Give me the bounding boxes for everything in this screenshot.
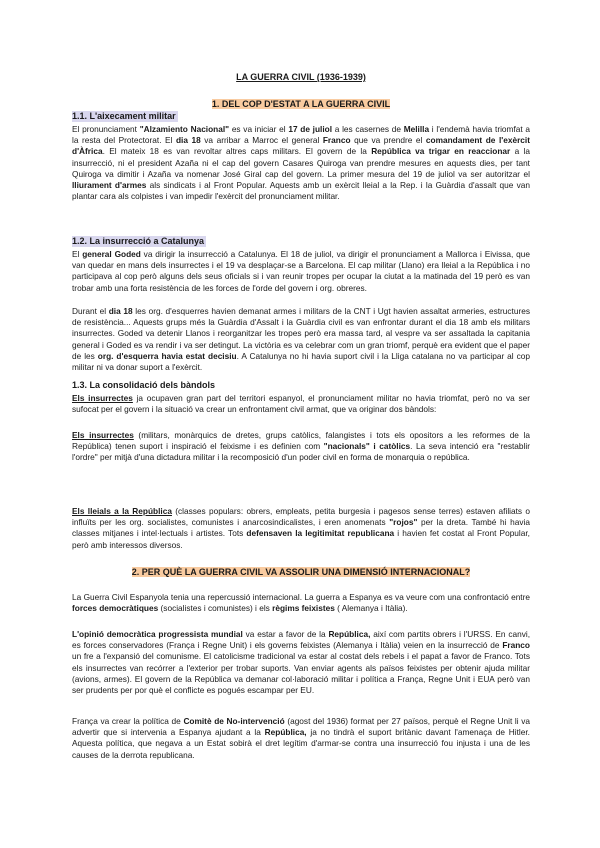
subsection-1-1-heading: 1.1. L'aixecament militar: [72, 111, 176, 121]
paragraph-catalunya-1: El general Goded va dirigir la insurrecció a Catalunya. El 18 de juliol, va dirigir el pronunciament a Mallorca i Eivissa, que van quedar en mans dels insurrectes i el 19 va desplaçar-se a Barcelona. El cap militar (Llano) era lleial a la República i no participava al cop però alguns dels seus oficials si i van reunir tropes per ocupar la ciutat a la matinada del 19 però es van trobar amb una forta resistència de les forces de l'orde del govern i org. obreres.: [72, 249, 530, 293]
document-title: LA GUERRA CIVIL (1936-1939): [236, 72, 366, 82]
paragraph-internacional-2: L'opinió democràtica progressista mundial va estar a favor de la República, així com partits obrers i l'URSS. En canvi, es forces conservadores (França i Regne Unit) i els governs feixistes (Alemanya i Itàlia) veien en la insurrecció de Franco un fre a l'expansió del comunisme. El catolicisme tradicional va estar al costat dels rebels i el papat a favor de Franco. Tots els insurrectes van recórrer a l'exterior per trobar suports. Van enviar agents als països feixistes per obtenir ajuda militar (avions, armes). El govern de la República va demanar col·laboració militar i política a França, Regne Unit i EUA però van ser prudents per por què el conflicte es pogués escampar per EU.: [72, 629, 530, 696]
subsection-1-3-heading: 1.3. La consolidació dels bàndols: [72, 380, 216, 390]
section-1-heading: 1. DEL COP D'ESTAT A LA GUERRA CIVIL: [211, 99, 391, 109]
paragraph-bandols-1: Els insurrectes ja ocupaven gran part del territori espanyol, el pronunciament militar no havia triomfat, però no va ser sufocat per el govern i la situació va crear un enfrontament civil armat, que va originar dos bàndols:: [72, 393, 530, 415]
paragraph-internacional-3: França va crear la política de Comitè de No-intervenció (agost del 1936) format per 27 països, perquè el Regne Unit li va advertir que si intervenia a Espanya ajudant a la República, ja no tindrà el suport britànic davant l'amenaça de Hitler. Aquesta política, que negava a un Estat sobirà el dret legítim d'armar-se contra una insurrecció fou injusta i una de les causes de la derrota republicana.: [72, 716, 531, 760]
paragraph-catalunya-2: Durant el dia 18 les org. d'esquerres havien demanat armes i militars de la CNT i Ugt havien assaltat armeries, estructures de resistència... Aquests grups més la Guàrdia d'Assalt i la Guàrdia civil es van enfrontar durant el dia 18 amb els militars insurrectes. Goded va detenir Llanos i reorganitzar les tropes però era massa tard, al vespre va ser assaltada la capitania general i Goded es va rendir i va ser detingut. La victòria es va celebrar com un gran triomf, perquè era evident que el paper de les org. d'esquerra havia estat decisiu. A Catalunya no hi havia suport civil i la Lliga catalana no va participar al cop militar ni va donar suport a l'exèrcit.: [72, 306, 530, 373]
paragraph-bandols-insurrectes: Els insurrectes (militars, monàrquics de dretes, grups catòlics, falangistes i tots els opositors a les reformes de la República) tenen suport i inspiració el feixisme i es definien com "nacionals" i catòlics. La seva intenció era "restablir l'ordre" per mitjà d'una dictadura militar i la recomposició d'un poder civil en forma de monarquia o república.: [72, 430, 530, 463]
section-2-heading: 2. PER QUÈ LA GUERRA CIVIL VA ASSOLIR UNA DIMENSIÓ INTERNACIONAL?: [131, 567, 471, 577]
paragraph-aixecament: El pronunciament "Alzamiento Nacional" es va iniciar el 17 de juliol a les casernes de Melilla i l'endemà havia triomfat a la resta del Protectorat. El dia 18 va arribar a Marroc el general Franco que va prendre el comandament de l'exèrcit d'Àfrica. El mateix 18 es van revoltar altres caps militars. El govern de la República va trigar en reaccionar a la insurrecció, ni el president Azaña ni el cap del govern Casares Quiroga van prendre mesures en aquests dies, per tant Quiroga va dimitir i Azaña va nomenar José Giral cap del govern. La primer mesura del 19 de juliol va ser autoritzar el lliurament d'armes als sindicats i al Front Popular. Aquests amb un exèrcit lleial a la Rep. i la Guàrdia d'assalt que van plantar cara als colpistes i van impedir l'exèrcit del pronunciament militar.: [72, 124, 531, 202]
paragraph-bandols-lleials: Els lleials a la República (classes populars: obrers, empleats, petita burgesia i pagesos sense terres) estaven afiliats o influïts per les org. socialistes, comunistes i anarcosindicalistes, i eren anomenats "rojos" per la dreta. També hi havia classes mitjanes i intel·lectuals i artistes. Tots defensaven la legitimitat republicana i havien fet costat al Front Popular, però amb interessos diversos.: [72, 506, 530, 550]
subsection-1-2-heading: 1.2. La insurrecció a Catalunya: [72, 236, 205, 246]
paragraph-internacional-1: La Guerra Civil Espanyola tenia una repercussió internacional. La guerra a Espanya es va veure com una confrontació entre forces democràtiques (socialistes i comunistes) i els règims feixistes ( Alemanya i Itàlia).: [72, 592, 530, 614]
